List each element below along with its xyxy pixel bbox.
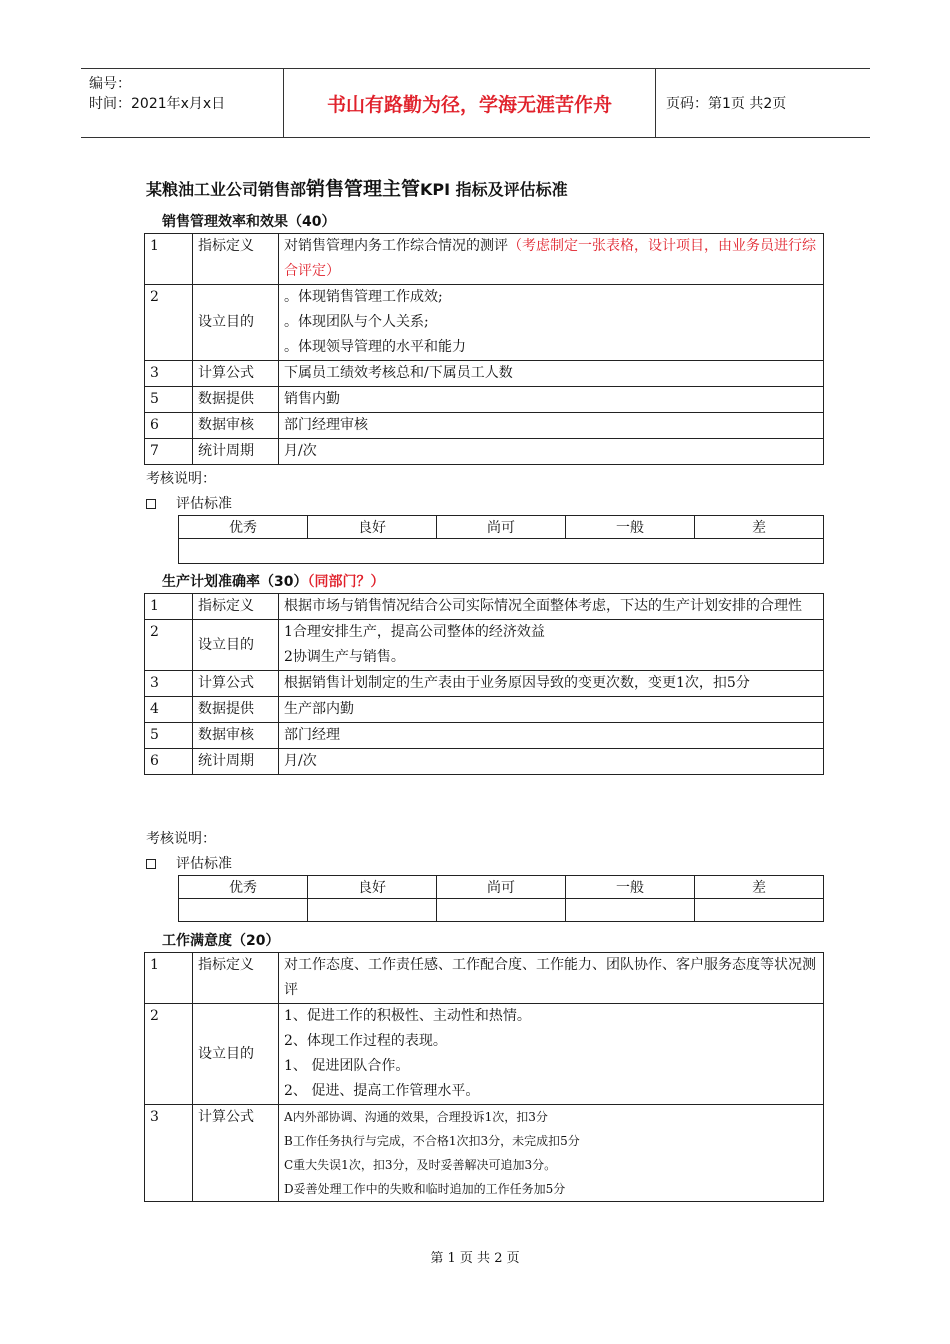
table-row <box>145 697 824 723</box>
checkbox-icon <box>146 499 156 509</box>
grade-cell: 一般 <box>566 876 695 899</box>
row-label: 指标定义 <box>193 234 279 285</box>
section-title: 销售管理效率和效果（40） <box>162 214 336 230</box>
row-label: 统计周期 <box>193 749 279 775</box>
row-number: 2 <box>145 285 193 361</box>
row-content: 部门经理审核 <box>279 413 824 439</box>
criteria-label: 评估标准 <box>176 496 232 512</box>
table-row <box>145 439 824 465</box>
row-line: 。体现领导管理的水平和能力 <box>284 339 466 355</box>
grade-cell: 差 <box>695 516 824 539</box>
section-title: 工作满意度（20） <box>162 933 280 949</box>
row-label: 计算公式 <box>193 671 279 697</box>
row-content: 根据销售计划制定的生产表由于业务原因导致的变更次数，变更1次，扣5分 <box>279 671 824 697</box>
title-prefix: 某粮油工业公司销售部 <box>146 180 307 199</box>
document-title <box>146 174 568 201</box>
row-content: 下属员工绩效考核总和/下属员工人数 <box>279 361 824 387</box>
row-line: 2协调生产与销售。 <box>284 649 405 665</box>
grade-header-row <box>179 516 824 539</box>
criteria-label: 评估标准 <box>176 856 232 872</box>
grade-header-row <box>179 876 824 899</box>
table-row <box>145 620 824 671</box>
row-text: 对销售管理内务工作综合情况的测评 <box>284 238 508 254</box>
row-content: 部门经理 <box>279 723 824 749</box>
row-line: A内外部协调、沟通的效果，合理投诉1次，扣3分 <box>284 1110 548 1124</box>
row-number: 2 <box>145 620 193 671</box>
page-header <box>81 68 870 138</box>
row-label: 计算公式 <box>193 361 279 387</box>
table-row <box>145 413 824 439</box>
table-row <box>145 594 824 620</box>
table-row <box>145 387 824 413</box>
row-content: 月/次 <box>279 439 824 465</box>
row-label: 统计周期 <box>193 439 279 465</box>
grade-value-cell <box>179 899 308 922</box>
table-row <box>145 723 824 749</box>
row-number: 3 <box>145 1105 193 1202</box>
row-label: 指标定义 <box>193 953 279 1004</box>
kpi-table <box>144 593 824 775</box>
grade-cell: 良好 <box>308 516 437 539</box>
table-row <box>145 285 824 361</box>
row-content: 对工作态度、工作责任感、工作配合度、工作能力、团队协作、客户服务态度等状况测评 <box>279 953 824 1004</box>
row-content <box>279 1105 824 1202</box>
row-label: 设立目的 <box>193 620 279 671</box>
row-number: 3 <box>145 361 193 387</box>
row-number: 6 <box>145 749 193 775</box>
criteria-heading <box>146 853 232 873</box>
grade-value-row <box>179 899 824 922</box>
grade-value-cell <box>566 899 695 922</box>
row-label: 数据审核 <box>193 413 279 439</box>
criteria-heading <box>146 493 232 513</box>
kpi-table <box>144 233 824 465</box>
row-number: 7 <box>145 439 193 465</box>
title-main: 销售管理主管 <box>306 178 421 200</box>
header-motto: 书山有路勤为径，学海无涯苦作舟 <box>284 69 656 137</box>
row-content <box>279 285 824 361</box>
row-number: 5 <box>145 723 193 749</box>
kpi-table <box>144 952 824 1202</box>
header-meta-cell <box>81 69 284 137</box>
section-title-text: 生产计划准确率（30） <box>162 574 308 590</box>
table-row <box>145 234 824 285</box>
row-label: 计算公式 <box>193 1105 279 1202</box>
row-number: 1 <box>145 594 193 620</box>
row-content: 根据市场与销售情况结合公司实际情况全面整体考虑，下达的生产计划安排的合理性 <box>279 594 824 620</box>
table-row <box>145 953 824 1004</box>
header-page-info: 页码：第1页 共2页 <box>666 96 787 112</box>
serial-label: 编号： <box>89 76 131 92</box>
grade-value-cell <box>308 899 437 922</box>
row-number: 1 <box>145 234 193 285</box>
row-label: 设立目的 <box>193 1004 279 1105</box>
row-content <box>279 620 824 671</box>
row-number: 4 <box>145 697 193 723</box>
row-line: 1合理安排生产，提高公司整体的经济效益 <box>284 624 545 640</box>
grade-value-cell <box>437 899 566 922</box>
evaluation-table <box>178 875 824 922</box>
row-line: B工作任务执行与完成，不合格1次扣3分，未完成扣5分 <box>284 1134 580 1148</box>
grade-cell: 一般 <box>566 516 695 539</box>
time-label: 时间：2021年x月x日 <box>89 96 226 112</box>
row-label: 指标定义 <box>193 594 279 620</box>
row-number: 5 <box>145 387 193 413</box>
row-number: 1 <box>145 953 193 1004</box>
row-line: 2、 促进、提高工作管理水平。 <box>284 1083 480 1099</box>
row-content <box>279 234 824 285</box>
grade-cell: 差 <box>695 876 824 899</box>
section-title-red: （同部门？） <box>307 574 385 590</box>
grade-cell: 优秀 <box>179 876 308 899</box>
title-suffix: KPI 指标及评估标准 <box>420 180 568 199</box>
grade-cell: 优秀 <box>179 516 308 539</box>
evaluation-table <box>178 515 824 564</box>
row-line: D妥善处理工作中的失败和临时追加的工作任务加5分 <box>284 1182 566 1196</box>
row-line: 2、体现工作过程的表现。 <box>284 1033 447 1049</box>
row-label: 数据审核 <box>193 723 279 749</box>
grade-cell: 尚可 <box>437 516 566 539</box>
assessment-note: 考核说明： <box>146 831 216 847</box>
table-row <box>145 1004 824 1105</box>
grade-value-cell <box>695 899 824 922</box>
row-label: 数据提供 <box>193 387 279 413</box>
row-content: 月/次 <box>279 749 824 775</box>
table-row <box>145 361 824 387</box>
grade-cell: 良好 <box>308 876 437 899</box>
row-line: 。体现销售管理工作成效; <box>284 289 443 305</box>
section-title <box>162 571 384 591</box>
row-line: C重大失误1次，扣3分，及时妥善解决可追加3分。 <box>284 1158 557 1172</box>
row-content: 销售内勤 <box>279 387 824 413</box>
checkbox-icon <box>146 859 156 869</box>
row-line: 。体现团队与个人关系; <box>284 314 429 330</box>
row-content <box>279 1004 824 1105</box>
row-number: 6 <box>145 413 193 439</box>
table-row <box>145 1105 824 1202</box>
page-footer: 第 1 页 共 2 页 <box>430 1251 520 1266</box>
grade-cell: 尚可 <box>437 876 566 899</box>
assessment-note: 考核说明： <box>146 471 216 487</box>
table-row <box>145 749 824 775</box>
table-row <box>145 671 824 697</box>
row-number: 2 <box>145 1004 193 1105</box>
row-content: 生产部内勤 <box>279 697 824 723</box>
row-red-note: （考虑制定一张表格，设计项目，由业务员进行综合评定） <box>284 238 816 279</box>
row-label: 数据提供 <box>193 697 279 723</box>
row-line: 1、 促进团队合作。 <box>284 1058 410 1074</box>
row-number: 3 <box>145 671 193 697</box>
row-line: 1、促进工作的积极性、主动性和热情。 <box>284 1008 531 1024</box>
grade-value-cell <box>179 539 824 564</box>
grade-value-row <box>179 539 824 564</box>
row-label: 设立目的 <box>193 285 279 361</box>
